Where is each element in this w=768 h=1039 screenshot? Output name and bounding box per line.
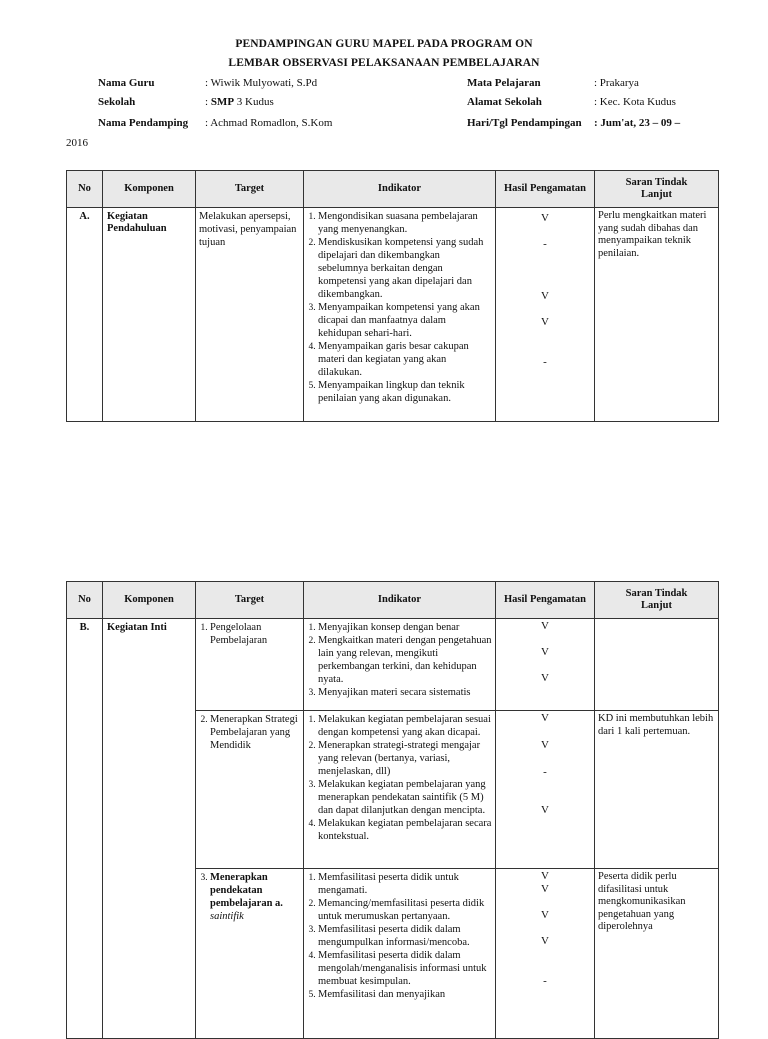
- hasil-mark: -: [543, 975, 547, 987]
- col-saran: Saran Tindak Lanjut: [595, 582, 719, 619]
- col-target: Target: [196, 582, 304, 619]
- hasil-mark: -: [543, 238, 547, 250]
- col-target: Target: [196, 171, 304, 208]
- hasil-cell: [496, 869, 595, 1039]
- target-item: 1. Pengelolaan Pembelajaran: [210, 621, 300, 647]
- indikator-item: 3. Menyajikan materi secara sistematis: [318, 686, 492, 699]
- document-title: PENDAMPINGAN GURU MAPEL PADA PROGRAM ON: [235, 38, 533, 50]
- mapel-value: : Prakarya: [594, 77, 639, 89]
- komponen-cell: Kegiatan Pendahuluan: [103, 208, 196, 422]
- indikator-cell: [304, 208, 496, 422]
- target-cell: [196, 619, 304, 711]
- indikator-item: 1. Memfasilitasi peserta didik untuk mengamati.: [318, 871, 492, 897]
- col-hasil: Hasil Pengamatan: [496, 582, 595, 619]
- observation-table-a: [66, 170, 719, 422]
- hasil-mark: V: [541, 290, 549, 302]
- indikator-item: 5. Memfasilitasi dan menyajikan: [318, 988, 492, 1001]
- hasil-mark: V: [541, 883, 549, 895]
- indikator-item: 4. Menyampaikan garis besar cakupan materi dan kegiatan yang akan dilakukan.: [318, 340, 492, 379]
- hasil-mark: V: [541, 316, 549, 328]
- hasil-cell: [496, 208, 595, 422]
- indikator-item: 3. Melakukan kegiatan pembelajaran yang menerapkan pendekatan saintifik (5 M) dan dapat dilanjutkan dengan mencipta.: [318, 778, 492, 817]
- col-indikator: Indikator: [304, 582, 496, 619]
- hasil-mark: V: [541, 739, 549, 751]
- indikator-item: 3. Menyampaikan kompetensi yang akan dicapai dan manfaatnya dalam kehidupan sehari-hari.: [318, 301, 492, 340]
- col-saran: Saran Tindak Lanjut: [595, 171, 719, 208]
- target-cell: Melakukan apersepsi, motivasi, penyampaian tujuan: [196, 208, 304, 422]
- indikator-item: 4. Memfasilitasi peserta didik dalam mengolah/menganalisis informasi untuk membuat kesimpulan.: [318, 949, 492, 988]
- indikator-cell: [304, 711, 496, 869]
- hari-year: 2016: [66, 137, 88, 149]
- hasil-mark: -: [543, 356, 547, 368]
- indikator-item: 3. Memfasilitasi peserta didik dalam mengumpulkan informasi/mencoba.: [318, 923, 492, 949]
- nama-guru-value: : Wiwik Mulyowati, S.Pd: [205, 77, 318, 89]
- indikator-cell: [304, 869, 496, 1039]
- saran-cell: Peserta didik perlu difasilitasi untuk mengkomunikasikan pengetahuan yang diperolehnya: [595, 869, 719, 1039]
- table-row: [67, 208, 719, 422]
- hasil-cell: [496, 711, 595, 869]
- indikator-item: 2. Mendiskusikan kompetensi yang sudah dipelajari dan dikembangkan sebelumnya berkaitan dengan kompetensi yang akan dipelajari dan dikembangkan.: [318, 236, 492, 301]
- hasil-mark: V: [541, 712, 549, 724]
- observation-table-b: [66, 581, 719, 1039]
- target-cell: [196, 711, 304, 869]
- komponen-cell: Kegiatan Inti: [103, 619, 196, 1039]
- pendamping-label: Nama Pendamping: [98, 117, 189, 129]
- col-no: No: [67, 582, 103, 619]
- sekolah-value: : SMP 3 Kudus: [205, 96, 274, 108]
- mapel-label: Mata Pelajaran: [467, 77, 541, 89]
- saran-cell: Perlu mengkaitkan materi yang sudah dibahas dan menyampaikan teknik penilaian.: [595, 208, 719, 422]
- hari-label: Hari/Tgl Pendampingan: [467, 117, 582, 129]
- target-item: 2. Menerapkan Strategi Pembelajaran yang Mendidik: [210, 713, 300, 752]
- row-number: A.: [67, 208, 103, 422]
- indikator-item: 2. Menerapkan strategi-strategi mengajar yang relevan (bertanya, variasi, menjelaskan, dll): [318, 739, 492, 778]
- hasil-mark: V: [541, 646, 549, 658]
- table-row: [67, 619, 719, 711]
- indikator-item: 4. Melakukan kegiatan pembelajaran secara kontekstual.: [318, 817, 492, 843]
- hasil-cell: [496, 619, 595, 711]
- col-komponen: Komponen: [103, 582, 196, 619]
- target-item: 3. Menerapkan pendekatan pembelajaran a. saintifik: [210, 871, 300, 923]
- indikator-item: 5. Menyampaikan lingkup dan teknik penilaian yang akan digunakan.: [318, 379, 492, 405]
- hasil-mark: -: [543, 766, 547, 778]
- col-no: No: [67, 171, 103, 208]
- indikator-item: 1. Menyajikan konsep dengan benar: [318, 621, 492, 634]
- col-komponen: Komponen: [103, 171, 196, 208]
- alamat-label: Alamat Sekolah: [467, 96, 542, 108]
- sekolah-label: Sekolah: [98, 96, 136, 108]
- saran-cell: [595, 619, 719, 711]
- col-indikator: Indikator: [304, 171, 496, 208]
- hasil-mark: V: [541, 212, 549, 224]
- col-hasil: Hasil Pengamatan: [496, 171, 595, 208]
- hasil-mark: V: [541, 804, 549, 816]
- indikator-cell: [304, 619, 496, 711]
- indikator-item: 2. Memancing/memfasilitasi peserta didik untuk merumuskan pertanyaan.: [318, 897, 492, 923]
- row-number: B.: [67, 619, 103, 1039]
- hari-value: : Jum'at, 23 – 09 –: [594, 117, 681, 129]
- indikator-item: 1. Mengondisikan suasana pembelajaran yang menyenangkan.: [318, 210, 492, 236]
- document-subtitle: LEMBAR OBSERVASI PELAKSANAAN PEMBELAJARAN: [228, 57, 540, 69]
- hasil-mark: V: [541, 909, 549, 921]
- saran-cell: KD ini membutuhkan lebih dari 1 kali pertemuan.: [595, 711, 719, 869]
- indikator-item: 2. Mengkaitkan materi dengan pengetahuan lain yang relevan, mengikuti perkembangan terkini, dan kehidupan nyata.: [318, 634, 492, 686]
- alamat-value: : Kec. Kota Kudus: [594, 96, 676, 108]
- hasil-mark: V: [541, 672, 549, 684]
- hasil-mark: V: [541, 620, 549, 632]
- nama-guru-label: Nama Guru: [98, 77, 155, 89]
- hasil-mark: V: [541, 870, 549, 882]
- indikator-item: 1. Melakukan kegiatan pembelajaran sesuai dengan kompetensi yang akan dicapai.: [318, 713, 492, 739]
- hasil-mark: V: [541, 935, 549, 947]
- pendamping-value: : Achmad Romadlon, S.Kom: [205, 117, 333, 129]
- target-cell: [196, 869, 304, 1039]
